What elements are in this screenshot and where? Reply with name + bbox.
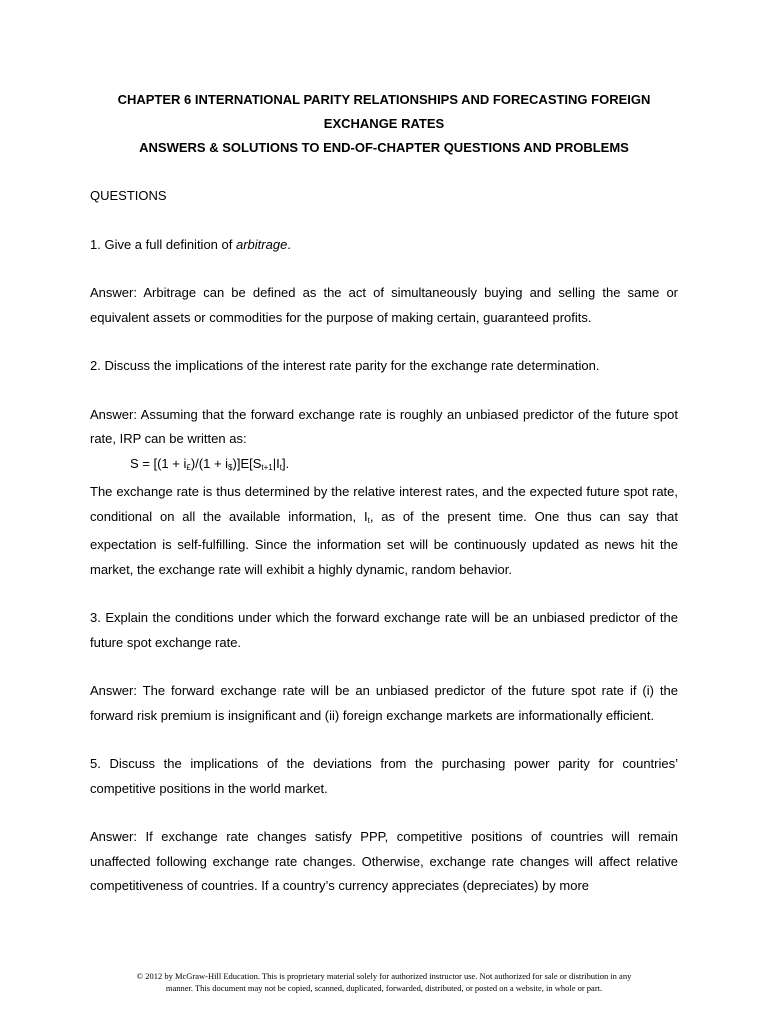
formula-sub-1: £ xyxy=(186,462,191,472)
answer-2-body-b: , as of the present time. One thus can say that expectation is self-fulfilling. Since the information set will be continuously updated as news hit the market, the exchange rate will exhibit a highly dynamic, random behavior. xyxy=(90,508,678,577)
formula-part-1: S = [(1 + i xyxy=(130,455,187,471)
answer-1: Answer: Arbitrage can be defined as the act of simultaneously buying and selling the same or equivalent assets or commodities for the purpose of making certain, guaranteed profits. xyxy=(90,285,678,325)
formula-sub-4: t xyxy=(279,462,282,472)
question-1 xyxy=(90,233,678,258)
question-5: 5. Discuss the implications of the deviations from the purchasing power parity for countries’ competitive positions in the world market. xyxy=(90,756,678,796)
formula-part-2: )/(1 + i xyxy=(190,455,229,471)
answer-3: Answer: The forward exchange rate will be an unbiased predictor of the future spot rate if (i) the forward risk premium is insignificant and (ii) foreign exchange markets are informationally efficient. xyxy=(90,683,678,723)
footer-line-1: © 2012 by McGraw-Hill Education. This is proprietary material solely for authorized instructor use. Not authorized for sale or distribution in any xyxy=(136,971,632,981)
formula-sub-3: t+1 xyxy=(261,462,273,472)
irp-formula xyxy=(90,452,678,481)
chapter-subtitle: ANSWERS & SOLUTIONS TO END-OF-CHAPTER QUESTIONS AND PROBLEMS xyxy=(139,140,629,155)
section-heading: QUESTIONS xyxy=(90,188,167,203)
copyright-footer xyxy=(110,970,658,994)
question-1-prefix: 1. Give a full definition of xyxy=(90,236,236,252)
formula-part-3: )]E[S xyxy=(232,455,262,471)
answer-2-intro: Answer: Assuming that the forward exchange rate is roughly an unbiased predictor of the future spot rate, IRP can be written as: xyxy=(90,406,678,446)
answer-5: Answer: If exchange rate changes satisfy PPP, competitive positions of countries will remain unaffected following exchange rate changes. Otherwise, exchange rate changes will affect relative competitiveness of countries. If a country’s currency appreciates (depreciates) by more xyxy=(90,829,678,893)
answer-2-body-a: The exchange rate is thus determined by the relative interest rates, and the expected future spot rate, conditional on all the available information, I xyxy=(90,484,678,524)
question-3: 3. Explain the conditions under which the forward exchange rate will be an unbiased predictor of the future spot exchange rate. xyxy=(90,610,678,650)
formula-sub-2: $ xyxy=(228,462,233,472)
question-2: 2. Discuss the implications of the interest rate parity for the exchange rate determination. xyxy=(90,358,600,373)
chapter-title-line-1: CHAPTER 6 INTERNATIONAL PARITY RELATIONSHIPS AND FORECASTING FOREIGN xyxy=(117,92,651,107)
document-page xyxy=(90,88,678,923)
formula-part-4: |I xyxy=(272,455,280,471)
formula-part-5: ]. xyxy=(281,455,290,471)
answer-2-body xyxy=(90,480,678,582)
question-1-term: arbitrage xyxy=(235,236,288,252)
question-1-suffix: . xyxy=(287,236,291,252)
footer-line-2: manner. This document may not be copied, scanned, duplicated, forwarded, distributed, or posted on a website, in whole or part. xyxy=(165,983,603,993)
chapter-title-line-2: EXCHANGE RATES xyxy=(323,116,445,131)
answer-2-body-sub: t xyxy=(367,515,370,525)
